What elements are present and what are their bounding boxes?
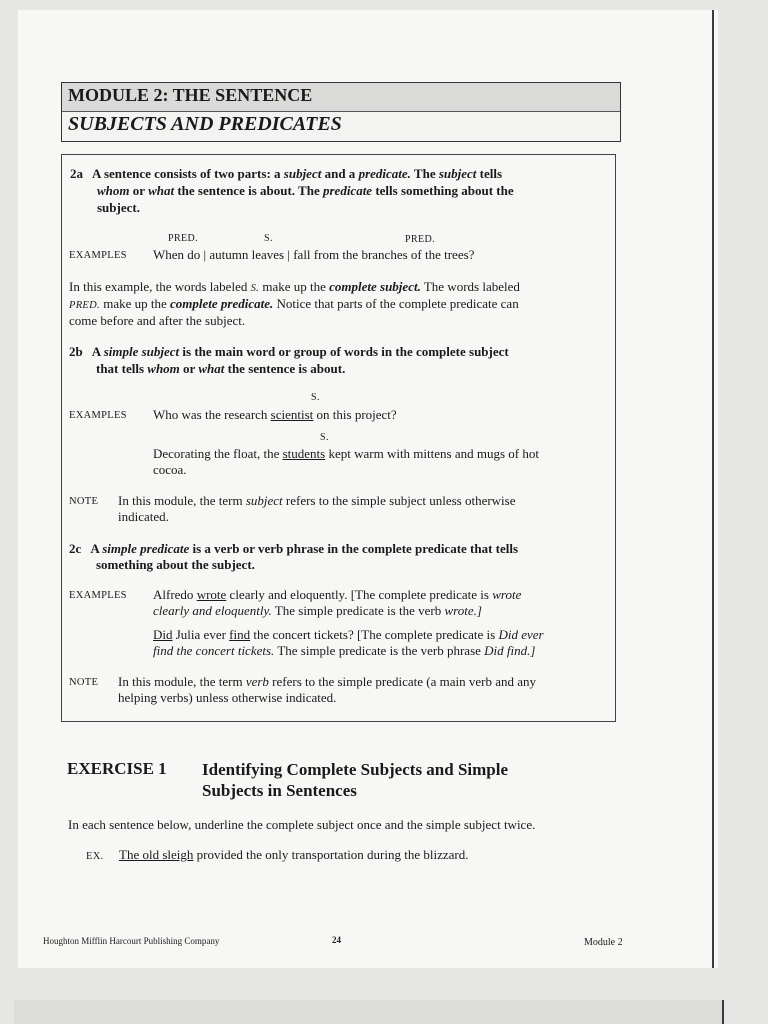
underlined-word: scientist: [270, 407, 314, 422]
label-s: S.: [320, 432, 329, 443]
term: Did ever: [498, 627, 544, 642]
text: tells something about the: [375, 183, 514, 198]
text: The simple predicate is the verb: [274, 603, 442, 618]
underlined-subject: The old sleigh: [119, 847, 194, 862]
term: what: [148, 183, 175, 198]
term: subject: [283, 166, 322, 181]
text: tells: [479, 166, 503, 181]
text: kept warm with mittens and mugs of hot: [328, 446, 539, 461]
exercise-instructions: In each sentence below, underline the complete subject once and the simple subject twice.: [68, 817, 536, 832]
label: PRED.: [69, 300, 100, 311]
text: A sentence consists of two parts: a: [92, 166, 281, 181]
text: In this module, the term: [118, 674, 243, 689]
rule-2c-line1: [69, 541, 518, 557]
explanation-line1: [69, 279, 520, 297]
term: subject: [245, 493, 283, 508]
page-edge: [712, 10, 714, 968]
example-sentence: [153, 446, 539, 462]
text: A: [90, 541, 99, 556]
next-page-strip: [14, 1000, 724, 1024]
explanation-line2: [69, 296, 519, 314]
term: complete predicate.: [170, 296, 274, 311]
rule-2a-line1: [70, 166, 502, 182]
example-line2: [153, 603, 482, 619]
text: or: [183, 361, 196, 376]
examples-label: EXAMPLES: [69, 410, 127, 421]
text: In this module, the term: [118, 493, 243, 508]
term: verb: [245, 674, 269, 689]
rule-2b-line1: [69, 344, 509, 360]
example-line1: [153, 587, 521, 603]
term: wrote: [492, 587, 522, 602]
text: is a verb or verb phrase in the complete predicate that tells: [192, 541, 519, 556]
exercise-title-line2: Subjects in Sentences: [202, 781, 357, 800]
term: what: [198, 361, 225, 376]
text: the sentence is about. The: [177, 183, 320, 198]
term: complete subject.: [329, 279, 421, 294]
term: Did find.]: [484, 643, 536, 658]
footer-publisher: Houghton Mifflin Harcourt Publishing Company: [43, 936, 220, 946]
text: The words labeled: [423, 279, 520, 294]
label: S.: [250, 283, 260, 294]
text: provided the only transportation during the blizzard.: [196, 847, 469, 862]
examples-label: EXAMPLES: [69, 590, 127, 601]
term: simple predicate: [102, 541, 190, 556]
term: subject: [438, 166, 477, 181]
rule-number: 2b: [69, 344, 83, 359]
text: make up the: [262, 279, 326, 294]
example-line4: [153, 643, 535, 659]
rule-2b-line2: [96, 361, 345, 377]
underlined-word: wrote: [196, 587, 227, 602]
note-label: NOTE: [69, 496, 99, 507]
section-title: SUBJECTS AND PREDICATES: [68, 113, 342, 135]
text: or: [132, 183, 145, 198]
text: Decorating the float, the: [153, 446, 280, 461]
examples-label: EXAMPLES: [69, 250, 127, 261]
underlined-word: students: [282, 446, 326, 461]
label-s: S.: [264, 233, 273, 244]
text: Julia ever: [175, 627, 226, 642]
text: refers to the simple predicate (a main verb and any: [272, 674, 537, 689]
text: The simple predicate is the verb phrase: [277, 643, 481, 658]
exercise-title-line1: Identifying Complete Subjects and Simple: [202, 760, 509, 779]
label-s: S.: [311, 392, 320, 403]
exercise-label: EXERCISE 1: [67, 759, 167, 778]
label-pred: PRED.: [405, 234, 436, 245]
rule-number: 2c: [69, 541, 82, 556]
note-text: [118, 493, 516, 509]
text: In this example, the words labeled: [69, 279, 248, 294]
text: on this project?: [316, 407, 397, 422]
explanation-line3: come before and after the subject.: [69, 313, 246, 328]
note-text-cont: helping verbs) unless otherwise indicated.: [118, 690, 337, 705]
term: wrote.]: [444, 603, 482, 618]
example-line3: [153, 627, 544, 643]
note-text-cont: indicated.: [118, 509, 169, 524]
rule-2a-line3: subject.: [97, 200, 140, 215]
text: Notice that parts of the complete predicate can: [276, 296, 519, 311]
example-sentence-cont: cocoa.: [153, 462, 187, 477]
underlined-word: Did: [153, 627, 173, 642]
underlined-word: find: [229, 627, 251, 642]
term: simple subject: [103, 344, 180, 359]
text: the concert tickets? [The complete predicate is: [253, 627, 496, 642]
term: clearly and eloquently.: [153, 603, 272, 618]
text: refers to the simple subject unless otherwise: [285, 493, 516, 508]
term: predicate.: [358, 166, 411, 181]
module-title: MODULE 2: THE SENTENCE: [68, 85, 313, 105]
example-sentence: [153, 407, 397, 423]
rule-2c-line2: something about the subject.: [96, 557, 255, 572]
rule-2a-line2: [97, 183, 514, 199]
rule-number: 2a: [70, 166, 83, 181]
example-label: EX.: [86, 851, 104, 862]
text: that tells: [96, 361, 145, 376]
module-header: [61, 82, 621, 142]
term: whom: [97, 183, 130, 198]
text: Who was the research: [153, 407, 268, 422]
text: and a: [324, 166, 356, 181]
text: the sentence is about.: [227, 361, 346, 376]
term: find the concert tickets.: [153, 643, 275, 658]
text: make up the: [103, 296, 167, 311]
text: A: [91, 344, 101, 359]
note-text: [118, 674, 536, 690]
text: Alfredo: [153, 587, 194, 602]
text: clearly and eloquently. [The complete predicate is: [229, 587, 489, 602]
exercise-example: [119, 847, 469, 863]
note-label: NOTE: [69, 677, 99, 688]
text: is the main word or group of words in the complete subject: [182, 344, 509, 359]
text: The: [413, 166, 436, 181]
term: whom: [147, 361, 180, 376]
footer-module: Module 2: [584, 937, 623, 948]
label-pred: PRED.: [168, 233, 199, 244]
next-page-edge: [722, 1000, 724, 1024]
footer-page-number: 24: [332, 935, 341, 945]
term: predicate: [322, 183, 373, 198]
example-sentence: When do | autumn leaves | fall from the branches of the trees?: [153, 247, 475, 262]
